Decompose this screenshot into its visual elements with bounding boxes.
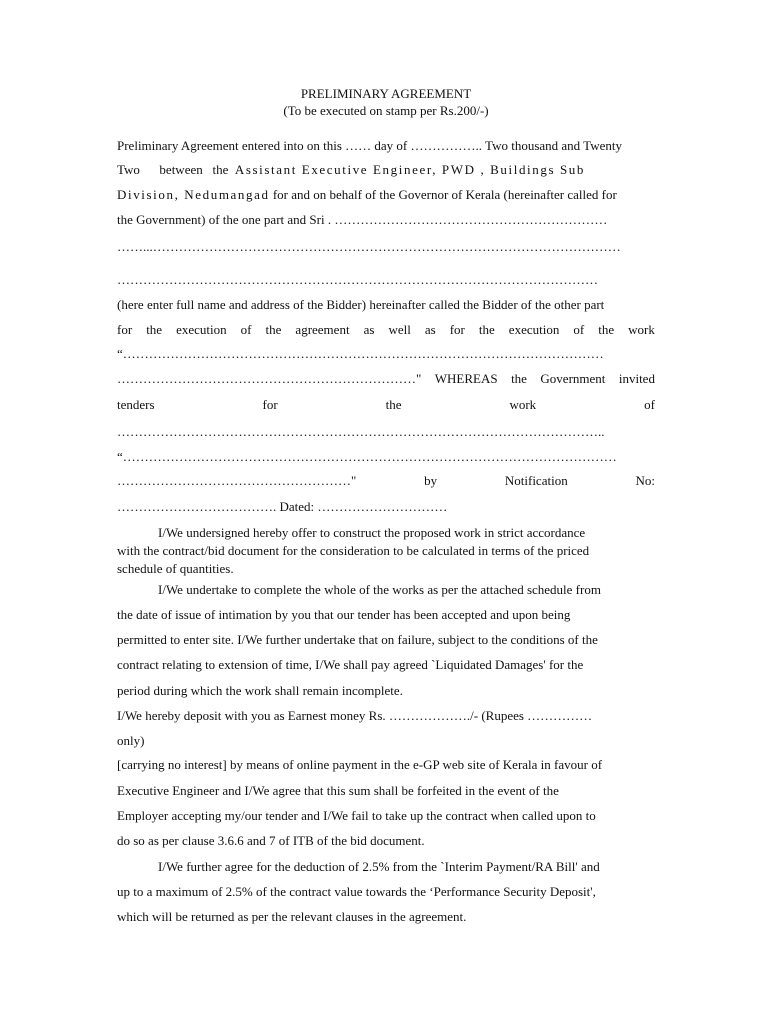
para3-line-4: Executive Engineer and I/We agree that this sum shall be forfeited in the event of the bbox=[117, 783, 559, 798]
intro-line-10 bbox=[117, 371, 655, 387]
word: for bbox=[449, 322, 465, 337]
word: of bbox=[644, 397, 655, 412]
intro-line-1: Preliminary Agreement entered into on this …… day of …………….. Two thousand and Twenty bbox=[117, 138, 622, 153]
para1-line-2: with the contract/bid document for the consideration to be calculated in terms of the priced bbox=[117, 543, 590, 558]
notification-dated-line: ………………………………. Dated: ………………………… bbox=[117, 499, 448, 514]
intro-line-4: the Government) of the one part and Sri . ……………………………………………………… bbox=[117, 212, 608, 227]
word: for bbox=[262, 397, 278, 412]
para2-line-1: I/We undertake to complete the whole of the works as per the attached schedule from bbox=[158, 582, 601, 597]
para3-line-2: only) bbox=[117, 733, 145, 748]
para4-line-3: which will be returned as per the relevant clauses in the agreement. bbox=[117, 909, 467, 924]
word: the bbox=[146, 322, 163, 337]
para3-line-1: I/We hereby deposit with you as Earnest money Rs. ………………./- (Rupees …………… bbox=[117, 708, 593, 723]
word: the bbox=[598, 322, 615, 337]
word: as bbox=[363, 322, 375, 337]
word: well bbox=[388, 322, 411, 337]
document-subtitle: (To be executed on stamp per Rs.200/-) bbox=[283, 103, 489, 118]
word: the bbox=[385, 397, 402, 412]
document-title: PRELIMINARY AGREEMENT bbox=[300, 86, 472, 101]
intro-text: for and on behalf of the Governor of Kerala (hereinafter called for bbox=[272, 187, 617, 202]
intro-line-11 bbox=[117, 397, 655, 413]
word: for bbox=[117, 322, 133, 337]
para3-line-5: Employer accepting my/our tender and I/We fail to take up the contract when called upon to bbox=[117, 808, 596, 823]
work-name-blank-end: ……………………………………………………………" bbox=[117, 371, 422, 386]
word: invited bbox=[618, 371, 655, 386]
para1-line-3: schedule of quantities. bbox=[117, 561, 234, 576]
para1-line-1: I/We undersigned hereby offer to construct the proposed work in strict accordance bbox=[158, 525, 586, 540]
intro-line-7: (here enter full name and address of the Bidder) hereinafter called the Bidder of the other part bbox=[117, 297, 605, 312]
word: the bbox=[511, 371, 527, 386]
para4-line-2: up to a maximum of 2.5% of the contract value towards the ‘Performance Security Deposit', bbox=[117, 884, 596, 899]
para3-line-6: do so as per clause 3.6.6 and 7 of ITB of the bid document. bbox=[117, 833, 425, 848]
word: of bbox=[573, 322, 585, 337]
bidder-blank-line-2: ………………………………………………………………………………………………… bbox=[117, 272, 598, 287]
word: of bbox=[240, 322, 252, 337]
intro-word: Two bbox=[117, 162, 140, 177]
office-name: Assistant Executive Engineer, PWD , Buildings Sub bbox=[234, 162, 586, 177]
para4-line-1: I/We further agree for the deduction of 2.5% from the `Interim Payment/RA Bill' and bbox=[158, 859, 600, 874]
bidder-blank-line-1: ……...……………………………………………………………………………………………… bbox=[117, 239, 621, 254]
word: work bbox=[509, 397, 537, 412]
intro-line-8 bbox=[117, 322, 655, 338]
intro-line-14 bbox=[117, 473, 655, 489]
para2-line-3: permitted to enter site. I/We further undertake that on failure, subject to the conditions of the bbox=[117, 632, 598, 647]
word: execution bbox=[508, 322, 560, 337]
tender-work-blank-end: ………………………………………………" bbox=[117, 473, 357, 488]
para3-line-3: [carrying no interest] by means of online payment in the e-GP web site of Kerala in favour of bbox=[117, 757, 603, 772]
word: agreement bbox=[295, 322, 350, 337]
intro-line-2 bbox=[117, 162, 655, 178]
para2-line-2: the date of issue of intimation by you that our tender has been accepted and upon being bbox=[117, 607, 571, 622]
word: by bbox=[424, 473, 438, 488]
word: Notification bbox=[504, 473, 568, 488]
word: work bbox=[628, 322, 655, 337]
intro-line-3 bbox=[117, 187, 655, 203]
word: No: bbox=[635, 473, 655, 488]
para2-line-4: contract relating to extension of time, I/We shall pay agreed `Liquidated Damages' for the bbox=[117, 657, 584, 672]
work-name-blank-line: “………………………………………………………………………………………………… bbox=[117, 346, 604, 361]
word: the bbox=[478, 322, 495, 337]
office-location: Division, Nedumangad bbox=[117, 187, 270, 202]
word: execution bbox=[176, 322, 227, 337]
word: as bbox=[424, 322, 436, 337]
tender-work-blank-line-1: ………………………………………………………………………………………………….. bbox=[117, 424, 605, 439]
intro-word: between bbox=[159, 162, 203, 177]
intro-word: the bbox=[212, 162, 229, 177]
word: WHEREAS bbox=[434, 371, 498, 386]
word: Government bbox=[540, 371, 606, 386]
word: the bbox=[265, 322, 282, 337]
para2-line-5: period during which the work shall remain incomplete. bbox=[117, 683, 403, 698]
word: tenders bbox=[117, 397, 155, 412]
tender-work-blank-line-2: “…………………………………………………………………………………………………… bbox=[117, 449, 617, 464]
